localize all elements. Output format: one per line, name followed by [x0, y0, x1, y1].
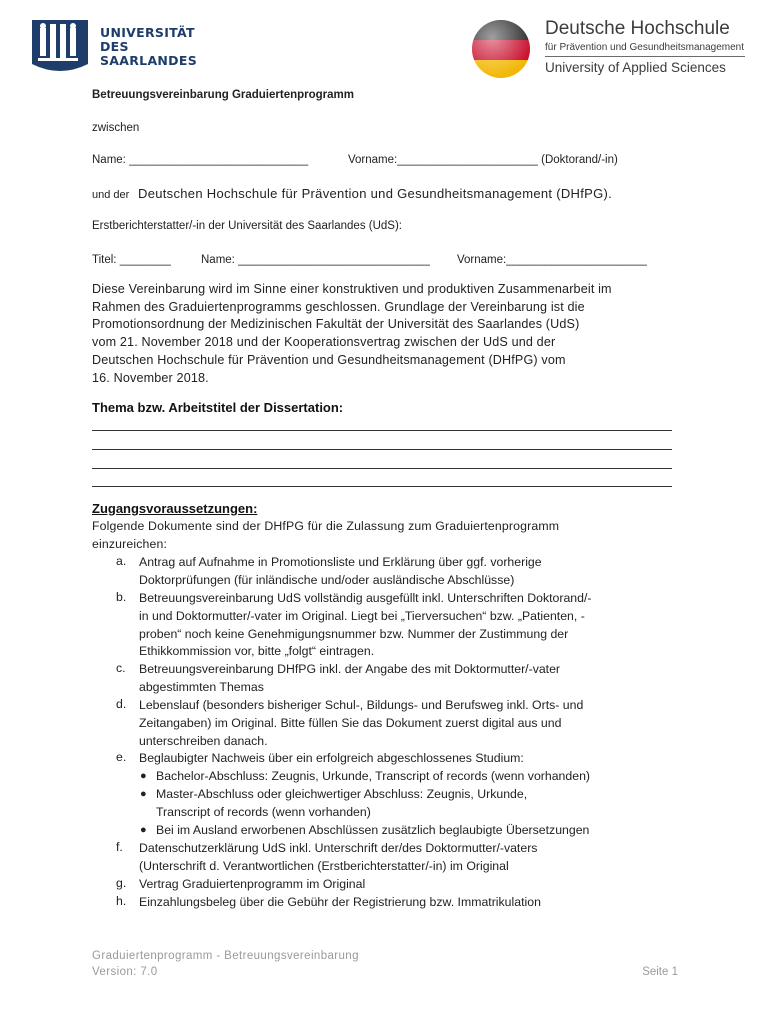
- sub-list-item-line: Transcript of records (wenn vorhanden): [156, 804, 371, 819]
- list-marker: h.: [116, 894, 127, 908]
- list-item: [139, 590, 592, 661]
- intro-line: Deutschen Hochschule für Prävention und Gesundheitsmanagement (DHfPG) vom: [92, 352, 566, 367]
- list-item-line: unterschreiben danach.: [139, 733, 268, 748]
- sub-list-item-line: Bachelor-Abschluss: Zeugnis, Urkunde, Transcript of records (wenn vorhanden): [156, 769, 591, 783]
- dhfpg-subtitle: für Prävention und Gesundheitsmanagement: [545, 42, 745, 53]
- and-prefix: und der: [92, 189, 130, 201]
- dhfpg-title: Deutsche Hochschule: [545, 18, 730, 39]
- uds-wordmark-line: DES: [100, 39, 129, 54]
- between-label: zwischen: [92, 122, 140, 134]
- thema-line[interactable]: [92, 468, 672, 469]
- list-item-line: Datenschutzerklärung UdS inkl. Unterschrift der/des Doktormutter/-vaters: [139, 841, 538, 855]
- list-marker: a.: [116, 554, 127, 568]
- list-item: [139, 554, 542, 590]
- list-item-line: (Unterschrift d. Verantwortlichen (Erstberichterstatter/-in) im Original: [139, 858, 509, 873]
- list-item-line: Betreuungsvereinbarung DHfPG inkl. der Angabe des mit Doktormutter/-vater: [139, 662, 561, 676]
- footer-version: Version: 7.0: [92, 966, 158, 978]
- list-item-line: Zeitangaben) im Original. Bitte füllen Sie das Dokument zuerst digital aus und: [139, 715, 562, 730]
- list-marker: b.: [116, 590, 127, 604]
- list-item-line: Doktorprüfungen (für inländische und/oder ausländische Abschlüsse): [139, 572, 515, 587]
- list-item-line: Antrag auf Aufnahme in Promotionsliste und Erklärung über ggf. vorherige: [139, 555, 542, 569]
- list-item-line: Beglaubigter Nachweis über ein erfolgreich abgeschlossenes Studium:: [139, 751, 524, 765]
- intro-line: Rahmen des Graduiertenprogramms geschlossen. Grundlage der Vereinbarung ist die: [92, 299, 585, 314]
- thema-line[interactable]: [92, 430, 672, 431]
- footer-page-number: Seite 1: [642, 966, 678, 978]
- list-item: [139, 840, 537, 876]
- berichterstatter-vorname-field[interactable]: Vorname:______________________: [457, 254, 647, 266]
- germany-globe-icon: [470, 18, 532, 80]
- footer-title: Graduiertenprogramm - Betreuungsvereinbarung: [92, 950, 359, 962]
- zugang-intro-line: einzureichen:: [92, 536, 168, 551]
- list-item-line: Lebenslauf (besonders bisheriger Schul-, Bildungs- und Berufsweg inkl. Orts- und: [139, 698, 584, 712]
- thema-line[interactable]: [92, 449, 672, 450]
- doktorand-vorname-field[interactable]: Vorname:______________________ (Doktorand/-in): [348, 154, 618, 166]
- and-institution: Deutschen Hochschule für Prävention und Gesundheitsmanagement (DHfPG).: [138, 186, 613, 201]
- sub-list-item-line: Master-Abschluss oder gleichwertiger Abschluss: Zeugnis, Urkunde,: [156, 787, 528, 801]
- list-marker: c.: [116, 661, 126, 675]
- list-item-line: Betreuungsvereinbarung UdS vollständig ausgefüllt inkl. Unterschriften Doktorand/-: [139, 591, 592, 605]
- bullet-icon: ●: [140, 824, 147, 836]
- bullet-icon: ●: [140, 770, 147, 782]
- list-item-line: in und Doktormutter/-vater im Original. Liegt bei „Tierversuchen“ bzw. „Patienten, -: [139, 608, 585, 623]
- bullet-icon: ●: [140, 788, 147, 800]
- list-marker: g.: [116, 876, 127, 890]
- list-marker: e.: [116, 750, 127, 764]
- document-title: Betreuungsvereinbarung Graduiertenprogramm: [92, 89, 354, 101]
- intro-line: vom 21. November 2018 und der Kooperationsvertrag zwischen der UdS und der: [92, 335, 556, 350]
- intro-paragraph: [92, 281, 682, 387]
- list-item: [139, 750, 524, 768]
- intro-line: Promotionsordnung der Medizinischen Fakultät der Universität des Saarlandes (UdS): [92, 317, 580, 332]
- uds-wordmark-line: UNIVERSITÄT: [100, 25, 195, 40]
- intro-line: 16. November 2018.: [92, 370, 209, 385]
- list-item-line: abgestimmten Themas: [139, 679, 264, 694]
- berichterstatter-name-field[interactable]: Name: ______________________________: [201, 254, 430, 266]
- list-item-line: Vertrag Graduiertenprogramm im Original: [139, 877, 366, 891]
- uds-wordmark: [100, 26, 197, 68]
- list-item-line: proben“ noch keine Genehmigungsnummer bzw. Nummer der Zustimmung der: [139, 626, 569, 641]
- list-marker: f.: [116, 840, 123, 854]
- sub-list-item: [156, 786, 527, 822]
- sub-list-item-line: Bei im Ausland erworbenen Abschlüssen zusätzlich beglaubigte Übersetzungen: [156, 823, 590, 837]
- uds-wordmark-line: SAARLANDES: [100, 53, 197, 68]
- list-item-line: Ethikkommission vor, bitte „folgt“ eintragen.: [139, 644, 375, 659]
- dhfpg-divider: [545, 56, 745, 57]
- sub-list-item: [156, 768, 590, 786]
- intro-line: Diese Vereinbarung wird im Sinne einer konstruktiven und produktiven Zusammenarbeit im: [92, 282, 612, 296]
- thema-line[interactable]: [92, 486, 672, 487]
- list-item: [139, 697, 583, 750]
- list-item: [139, 876, 365, 894]
- zugang-intro-line: Folgende Dokumente sind der DHfPG für die Zulassung zum Graduiertenprogramm: [92, 519, 560, 533]
- zugang-intro: [92, 518, 682, 553]
- zugang-heading: Zugangsvoraussetzungen:: [92, 501, 258, 516]
- list-item: [139, 894, 541, 912]
- dhfpg-tagline: University of Applied Sciences: [545, 60, 726, 75]
- titel-field[interactable]: Titel: ________: [92, 254, 171, 266]
- doktorand-name-field[interactable]: Name: ____________________________: [92, 154, 309, 166]
- list-item: [139, 661, 560, 697]
- list-marker: d.: [116, 697, 127, 711]
- thema-heading: Thema bzw. Arbeitstitel der Dissertation:: [92, 400, 344, 415]
- sub-list-item: [156, 822, 589, 840]
- list-item-line: Einzahlungsbeleg über die Gebühr der Registrierung bzw. Immatrikulation: [139, 895, 541, 909]
- erstberichterstatter-label: Erstberichterstatter/-in der Universität des Saarlandes (UdS):: [92, 220, 402, 232]
